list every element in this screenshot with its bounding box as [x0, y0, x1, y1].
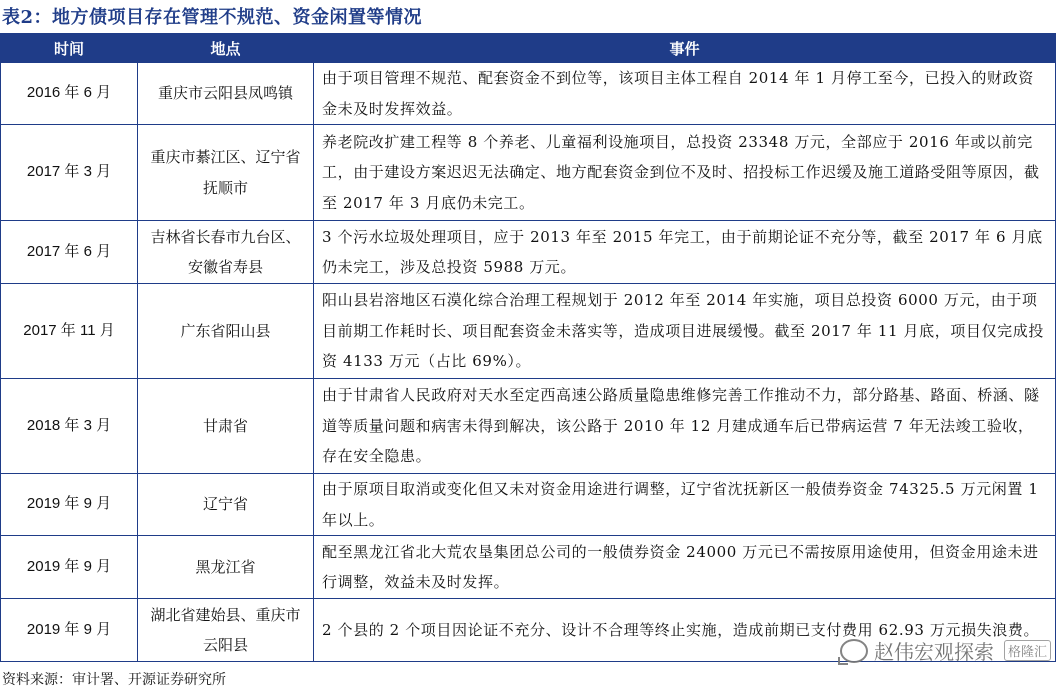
row-time: 2017 年 11 月 [1, 284, 138, 379]
row-place: 辽宁省 [138, 474, 314, 536]
row-time: 2019 年 9 月 [1, 599, 138, 662]
row-place: 甘肃省 [138, 379, 314, 474]
row-event: 2 个县的 2 个项目因论证不充分、设计不合理等终止实施，造成前期已支付费用 62.93 万元损失浪费。 [314, 599, 1056, 662]
header-place: 地点 [138, 34, 314, 63]
watermark-text: 赵伟宏观探索 [873, 640, 994, 664]
row-event: 由于甘肃省人民政府对天水至定西高速公路质量隐患维修完善工作推动不力，部分路基、路面、桥涵、隧道等质量问题和病害未得到解决，该公路于 2010 年 12 月建成通车后已带病运营 7 年无法竣工验收，存在安全隐患。 [314, 379, 1056, 474]
wechat-icon [840, 639, 868, 663]
source-note: 资料来源：审计署、开源证券研究所 [2, 672, 226, 688]
row-event: 养老院改扩建工程等 8 个养老、儿童福利设施项目，总投资 23348 万元，全部应于 2016 年或以前完工，由于建设方案迟迟无法确定、地方配套资金到位不及时、招投标工作迟缓及施工道路受阻等原因，截至 2017 年 3 月底仍未完工。 [314, 125, 1056, 221]
row-place: 重庆市云阳县凤鸣镇 [138, 63, 314, 125]
row-time: 2017 年 3 月 [1, 125, 138, 221]
row-time: 2017 年 6 月 [1, 221, 138, 284]
row-place: 湖北省建始县、重庆市云阳县 [138, 599, 314, 662]
row-event: 3 个污水垃圾处理项目，应于 2013 年至 2015 年完工，由于前期论证不充分等，截至 2017 年 6 月底仍未完工，涉及总投资 5988 万元。 [314, 221, 1056, 284]
row-place: 吉林省长春市九台区、安徽省寿县 [138, 221, 314, 284]
header-row [1, 34, 1056, 63]
table-title: 表2：地方债项目存在管理不规范、资金闲置等情况 [2, 7, 423, 28]
table-row [1, 125, 1056, 221]
row-time: 2018 年 3 月 [1, 379, 138, 474]
header-time: 时间 [1, 34, 138, 63]
table-row [1, 221, 1056, 284]
table-row [1, 379, 1056, 474]
row-event: 配至黑龙江省北大荒农垦集团总公司的一般债券资金 24000 万元已不需按原用途使用，但资金用途未进行调整，效益未及时发挥。 [314, 536, 1056, 599]
watermark [840, 636, 1051, 665]
row-event: 阳山县岩溶地区石漠化综合治理工程规划于 2012 年至 2014 年实施，项目总投资 6000 万元，由于项目前期工作耗时长、项目配套资金未落实等，造成项目进展缓慢。截至 2017 年 11 月底，项目仅完成投资 4133 万元（占比 69%）。 [314, 284, 1056, 379]
row-time: 2019 年 9 月 [1, 536, 138, 599]
table-row [1, 284, 1056, 379]
watermark-badge: 格隆汇 [1004, 640, 1051, 661]
event-table [0, 33, 1056, 662]
table-row [1, 474, 1056, 536]
header-event: 事件 [314, 34, 1056, 63]
row-event: 由于原项目取消或变化但又未对资金用途进行调整，辽宁省沈抚新区一般债券资金 74325.5 万元闲置 1 年以上。 [314, 474, 1056, 536]
row-time: 2019 年 9 月 [1, 474, 138, 536]
row-place: 广东省阳山县 [138, 284, 314, 379]
table-row [1, 63, 1056, 125]
row-place: 黑龙江省 [138, 536, 314, 599]
row-place: 重庆市綦江区、辽宁省抚顺市 [138, 125, 314, 221]
table-row [1, 536, 1056, 599]
row-event: 由于项目管理不规范、配套资金不到位等，该项目主体工程自 2014 年 1 月停工至今，已投入的财政资金未及时发挥效益。 [314, 63, 1056, 125]
row-time: 2016 年 6 月 [1, 63, 138, 125]
